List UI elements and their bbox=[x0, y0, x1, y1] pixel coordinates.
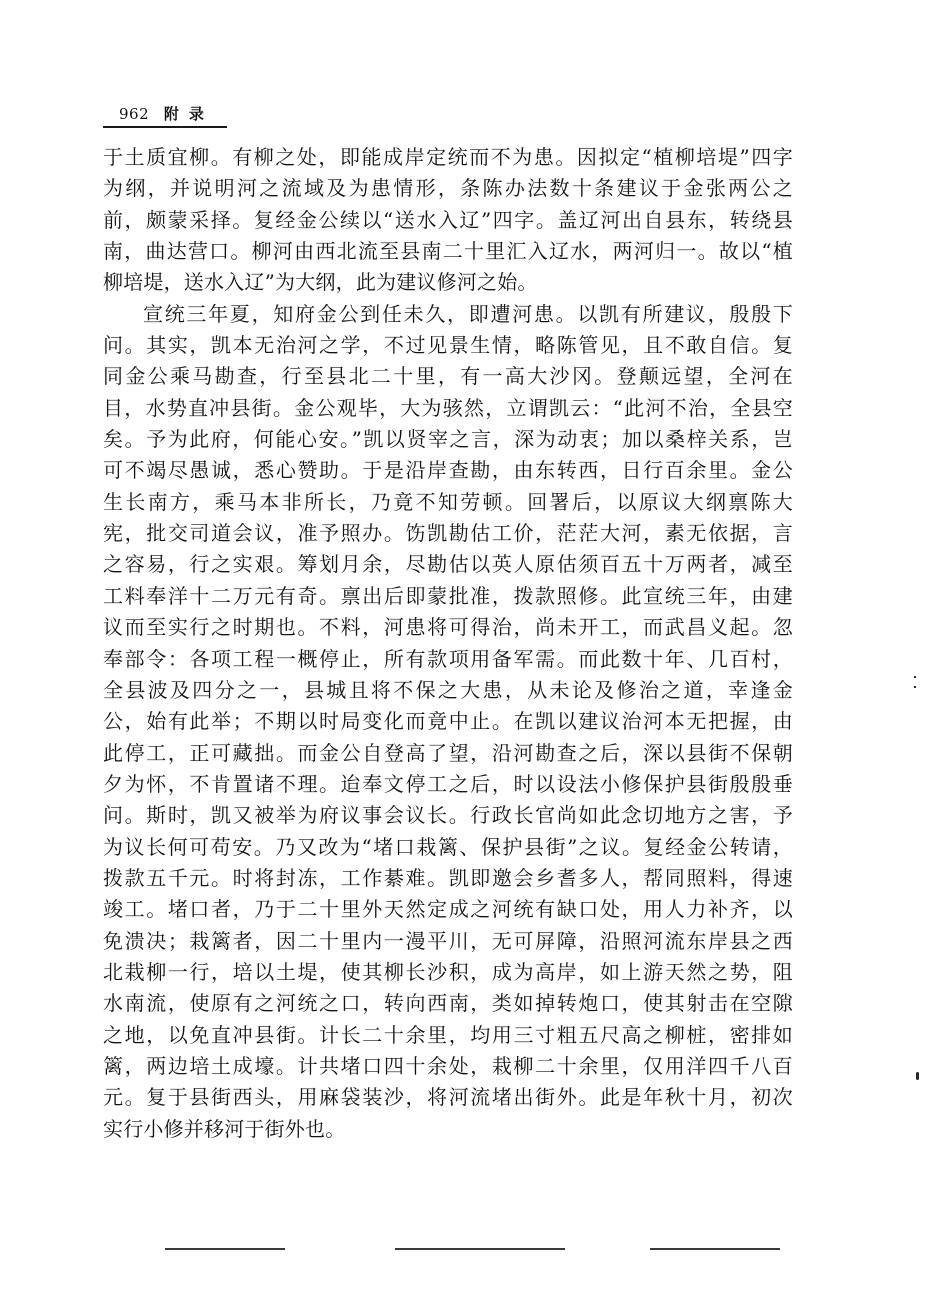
text-line: 元。复于县街西头，用麻袋装沙，将河流堵出街外。此是年秋十月，初次 bbox=[103, 1085, 793, 1110]
text-line: 奉部令：各项工程一概停止，所有款项用备军需。而此数十年、几百村， bbox=[103, 646, 793, 671]
text-line: 柳培堤，送水入辽”为大纲，此为建议修河之始。 bbox=[103, 270, 538, 295]
text-line: 公，始有此举；不期以时局变化而竟中止。在凯以建议治河本无把握，由 bbox=[103, 709, 793, 734]
text-line: 为纲，并说明河之流域及为患情形，条陈办法数十条建议于金张两公之 bbox=[103, 176, 793, 201]
text-line: 问。其实，凯本无治河之学，不过见景生情，略陈管见，且不敢自信。复 bbox=[103, 333, 793, 358]
scan-edge-line bbox=[650, 1248, 780, 1250]
text-line: 同金公乘马勘查，行至县北二十里，有一高大沙冈。登颠远望，全河在 bbox=[103, 364, 793, 389]
text-line: 为议长何可苟安。乃又改为“堵口栽篱、保护县街”之议。复经金公转请， bbox=[103, 834, 793, 859]
text-line: 北栽柳一行，培以土堤，使其柳长沙积，成为高岸，如上游天然之势，阻 bbox=[103, 959, 793, 984]
text-line: 免溃决；栽篱者，因二十里内一漫平川，无可屏障，沿照河流东岸县之西 bbox=[103, 928, 793, 953]
page-header bbox=[103, 104, 227, 128]
scan-speck-mark bbox=[914, 676, 916, 678]
text-line: 矣。予为此府，何能心安。”凯以贤宰之言，深为动衷；加以桑梓关系，岂 bbox=[103, 427, 793, 452]
text-line: 实行小修并移河于街外也。 bbox=[103, 1116, 346, 1141]
scan-edge-line bbox=[165, 1248, 285, 1250]
text-line: 水南流，使原有之河统之口，转向西南，类如掉转炮口，使其射击在空隙 bbox=[103, 991, 793, 1016]
text-line: 全县波及四分之一，县城且将不保之大患，从未论及修治之道，幸逢金 bbox=[103, 677, 793, 702]
text-line: 问。斯时，凯又被举为府议事会议长。行政长官尚如此念切地方之害，予 bbox=[103, 803, 793, 828]
page-number: 962 bbox=[119, 105, 150, 123]
text-line: 竣工。堵口者，乃于二十里外天然定成之河统有缺口处，用人力补齐，以 bbox=[103, 897, 793, 922]
text-line: 南，曲达营口。柳河由西北流至县南二十里汇入辽水，两河归一。故以“植 bbox=[103, 239, 793, 264]
scan-speck-mark bbox=[914, 686, 916, 688]
text-line: 议而至实行之时期也。不料，河患将可得治，尚未开工，而武昌义起。忽 bbox=[103, 615, 793, 640]
text-line: 工料奉洋十二万元有奇。禀出后即蒙批准，拨款照修。此宣统三年，由建 bbox=[103, 583, 793, 608]
text-line: 目，水势直冲县街。金公观毕，大为骇然，立谓凯云：“此河不治，全县空 bbox=[103, 395, 793, 420]
text-line: 夕为怀，不肯置诸不理。迨奉文停工之后，时以设法小修保护县街殷殷垂 bbox=[103, 771, 793, 796]
text-line: 可不竭尽愚诚，悉心赞助。于是沿岸查勘，由东转西，日行百余里。金公 bbox=[103, 458, 793, 483]
text-line: 之地，以免直冲县街。计长二十余里，均用三寸粗五尺高之柳桩，密排如 bbox=[103, 1022, 793, 1047]
body-text bbox=[103, 142, 793, 1145]
text-line: 之容易，行之实艰。筹划月余，尽勘估以英人原估须百五十万两者，减至 bbox=[103, 552, 793, 577]
text-line: 生长南方，乘马本非所长，乃竟不知劳顿。回署后，以原议大纲禀陈大 bbox=[103, 489, 793, 514]
text-line: 前，颇蒙采择。复经金公续以“送水入辽”四字。盖辽河出自县东，转绕县 bbox=[103, 207, 793, 232]
text-line: 拨款五千元。时将封冻，工作綦难。凯即邀会乡耆多人，帮同照料，得速 bbox=[103, 865, 793, 890]
text-line: 此停工，正可藏拙。而金公自登高了望，沿河勘查之后，深以县街不保朝 bbox=[103, 740, 793, 765]
scan-speck-mark bbox=[916, 1072, 919, 1080]
text-line: 篱，两边培土成壕。计共堵口四十余处，栽柳二十余里，仅用洋四千八百 bbox=[103, 1053, 793, 1078]
scan-edge-line bbox=[395, 1248, 565, 1250]
section-title: 附录 bbox=[163, 105, 214, 123]
text-line: 宣统三年夏，知府金公到任未久，即遭河患。以凯有所建议，殷殷下 bbox=[143, 301, 793, 326]
text-line: 于土质宜柳。有柳之处，即能成岸定统而不为患。因拟定“植柳培堤”四字 bbox=[103, 145, 793, 169]
text-line: 宪，批交司道会议，准予照办。饬凯勘估工价，茫茫大河，素无依据，言 bbox=[103, 521, 793, 546]
